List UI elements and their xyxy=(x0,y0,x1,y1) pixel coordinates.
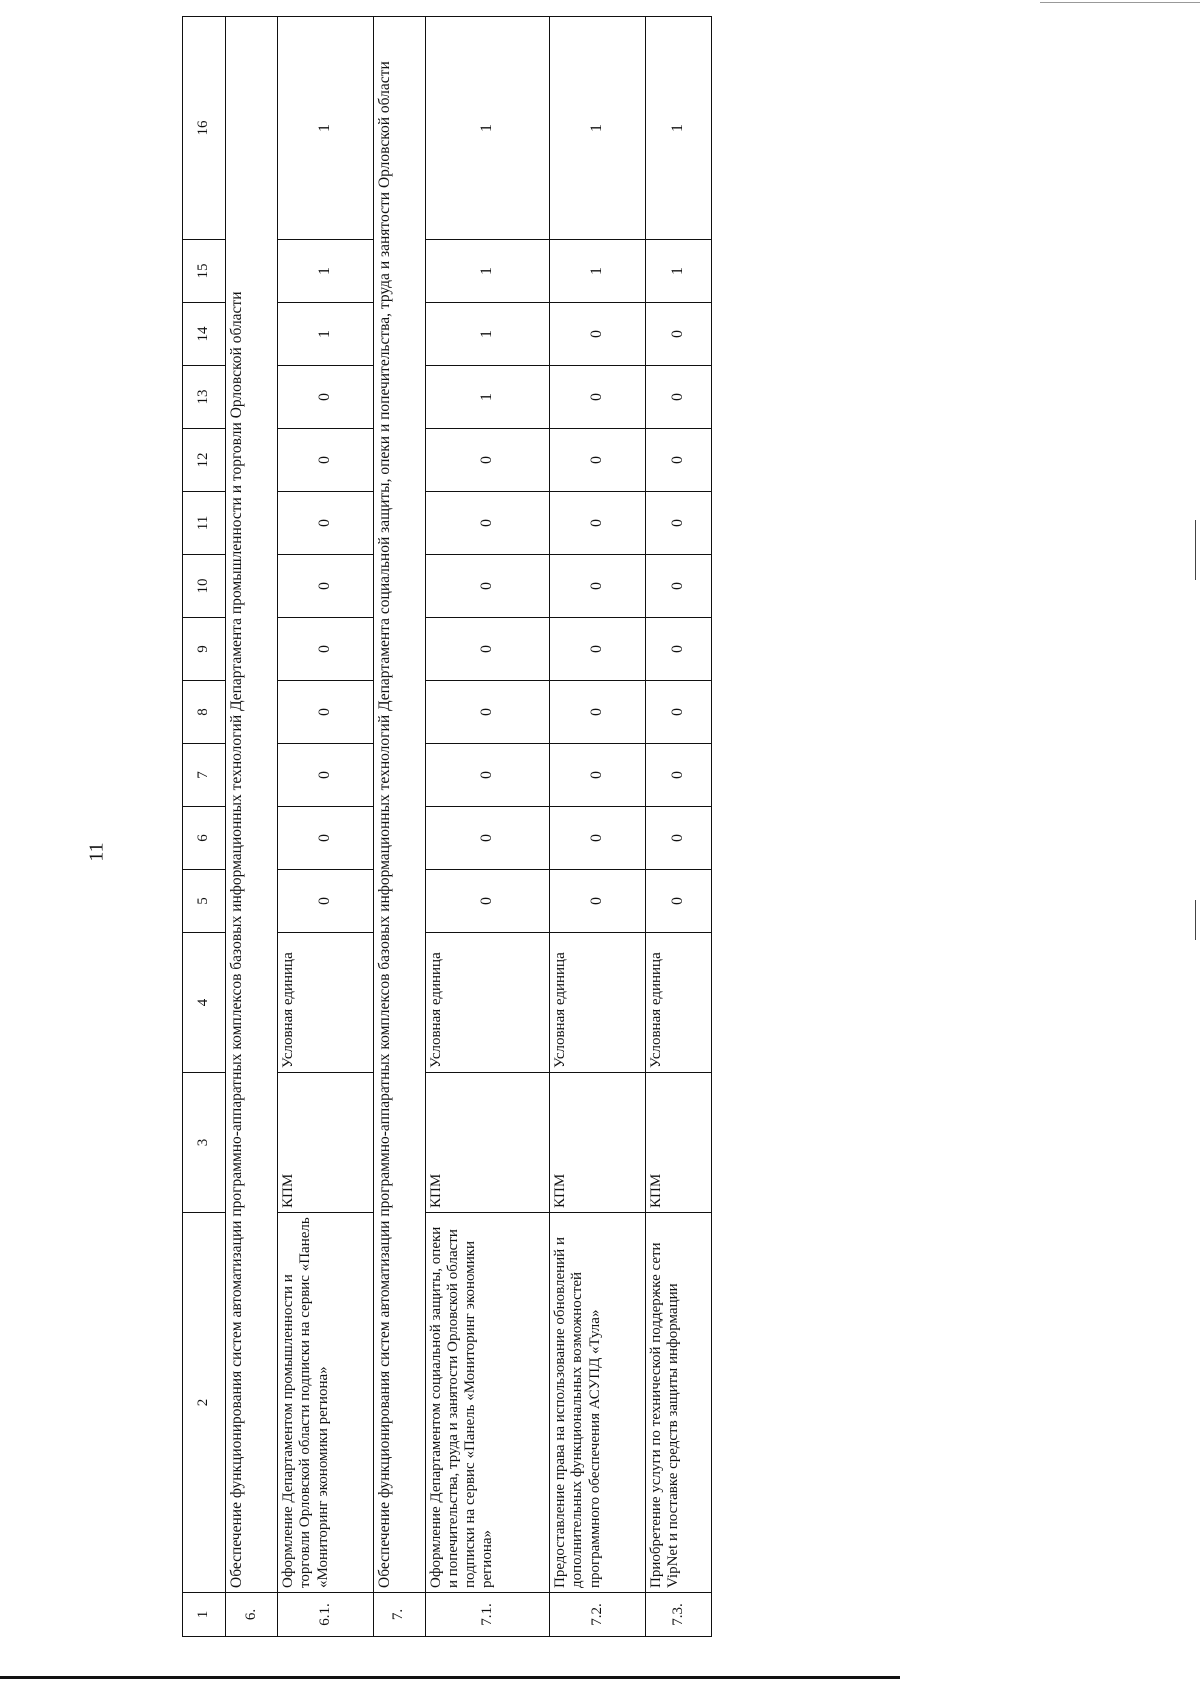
table-row xyxy=(425,17,550,1637)
column-number-header: 13 xyxy=(183,366,226,429)
scan-edge-line xyxy=(1040,2,1200,3)
section-row xyxy=(373,17,425,1637)
value-cell: 0 xyxy=(425,744,550,807)
column-number-header: 12 xyxy=(183,429,226,492)
value-cell: 0 xyxy=(278,744,374,807)
value-cell: 1 xyxy=(278,240,374,303)
value-cell: 1 xyxy=(425,303,550,366)
row-number: 7.3. xyxy=(645,1593,711,1637)
unit-cell: Условная единица xyxy=(550,933,646,1073)
value-cell: 1 xyxy=(645,240,711,303)
value-cell: 1 xyxy=(550,240,646,303)
value-cell: 1 xyxy=(278,303,374,366)
value-cell: 0 xyxy=(645,681,711,744)
value-cell: 0 xyxy=(278,681,374,744)
value-cell: 0 xyxy=(550,618,646,681)
header-row xyxy=(183,17,226,1637)
value-cell: 0 xyxy=(550,870,646,933)
section-row xyxy=(226,17,278,1637)
value-cell: 0 xyxy=(278,492,374,555)
value-cell: 0 xyxy=(645,744,711,807)
column-number-header: 1 xyxy=(183,1593,226,1637)
value-cell: 0 xyxy=(278,870,374,933)
indicator-table xyxy=(182,16,712,1637)
value-cell: 0 xyxy=(550,807,646,870)
value-cell: 0 xyxy=(278,618,374,681)
value-cell: 0 xyxy=(425,618,550,681)
source-cell: КПМ xyxy=(278,1073,374,1213)
column-number-header: 3 xyxy=(183,1073,226,1213)
indicator-table-rotated xyxy=(182,57,712,1637)
value-cell: 1 xyxy=(425,17,550,240)
value-cell: 0 xyxy=(425,870,550,933)
column-number-header: 16 xyxy=(183,17,226,240)
bottom-rule xyxy=(0,1676,900,1679)
source-cell: КПМ xyxy=(425,1073,550,1213)
value-cell: 0 xyxy=(645,555,711,618)
indicator-name: Оформление Департаментом промышленности и торговли Орловской области подписки на сервис «Панель «Мониторинг экономики региона» xyxy=(278,1213,374,1593)
column-number-header: 9 xyxy=(183,618,226,681)
table-row xyxy=(550,17,646,1637)
column-number-header: 14 xyxy=(183,303,226,366)
value-cell: 0 xyxy=(278,807,374,870)
source-cell: КПМ xyxy=(550,1073,646,1213)
source-cell: КПМ xyxy=(645,1073,711,1213)
value-cell: 0 xyxy=(278,429,374,492)
unit-cell: Условная единица xyxy=(278,933,374,1073)
value-cell: 0 xyxy=(645,303,711,366)
column-number-header: 4 xyxy=(183,933,226,1073)
value-cell: 1 xyxy=(425,240,550,303)
value-cell: 0 xyxy=(550,303,646,366)
row-number: 6.1. xyxy=(278,1593,374,1637)
indicator-name: Приобретение услуги по технической поддержке сети VipNet и поставке средств защиты информации xyxy=(645,1213,711,1593)
value-cell: 0 xyxy=(550,744,646,807)
value-cell: 1 xyxy=(278,17,374,240)
unit-cell: Условная единица xyxy=(645,933,711,1073)
column-number-header: 6 xyxy=(183,807,226,870)
table-body xyxy=(183,17,712,1637)
value-cell: 0 xyxy=(278,366,374,429)
value-cell: 0 xyxy=(425,681,550,744)
row-number: 7. xyxy=(373,1593,425,1637)
scan-mark xyxy=(1195,520,1196,580)
table-row xyxy=(645,17,711,1637)
value-cell: 0 xyxy=(550,492,646,555)
value-cell: 0 xyxy=(645,366,711,429)
value-cell: 0 xyxy=(550,429,646,492)
column-number-header: 2 xyxy=(183,1213,226,1593)
value-cell: 0 xyxy=(645,870,711,933)
value-cell: 0 xyxy=(425,807,550,870)
value-cell: 0 xyxy=(645,618,711,681)
column-number-header: 5 xyxy=(183,870,226,933)
scan-mark xyxy=(1195,900,1196,940)
value-cell: 0 xyxy=(550,555,646,618)
row-number: 7.2. xyxy=(550,1593,646,1637)
value-cell: 1 xyxy=(550,17,646,240)
value-cell: 0 xyxy=(425,555,550,618)
section-title: Обеспечение функционирования систем автоматизации программно-аппаратных комплексов базовых информационных технологий Департамента социальной защиты, опеки и попечительства, труда и занятости Орловской области xyxy=(373,17,425,1593)
row-number: 6. xyxy=(226,1593,278,1637)
indicator-name: Оформление Департаментом социальной защиты, опеки и попечительства, труда и занятости Орловской области подписки на сервис «Панель «Мониторинг экономики региона» xyxy=(425,1213,550,1593)
section-title: Обеспечение функционирования систем автоматизации программно-аппаратных комплексов базовых информационных технологий Департамента промышленности и торговли Орловской области xyxy=(226,17,278,1593)
value-cell: 0 xyxy=(278,555,374,618)
page-number: 11 xyxy=(85,842,108,862)
value-cell: 0 xyxy=(550,366,646,429)
unit-cell: Условная единица xyxy=(425,933,550,1073)
row-number: 7.1. xyxy=(425,1593,550,1637)
column-number-header: 10 xyxy=(183,555,226,618)
value-cell: 0 xyxy=(645,807,711,870)
indicator-name: Предоставление права на использование обновлений и дополнительных функциональных возможностей программного обеспечения АСУПД «Тула» xyxy=(550,1213,646,1593)
value-cell: 1 xyxy=(425,366,550,429)
table-row xyxy=(278,17,374,1637)
value-cell: 0 xyxy=(645,492,711,555)
value-cell: 0 xyxy=(645,429,711,492)
column-number-header: 8 xyxy=(183,681,226,744)
value-cell: 1 xyxy=(645,17,711,240)
value-cell: 0 xyxy=(425,429,550,492)
column-number-header: 7 xyxy=(183,744,226,807)
value-cell: 0 xyxy=(550,681,646,744)
value-cell: 0 xyxy=(425,492,550,555)
column-number-header: 15 xyxy=(183,240,226,303)
column-number-header: 11 xyxy=(183,492,226,555)
